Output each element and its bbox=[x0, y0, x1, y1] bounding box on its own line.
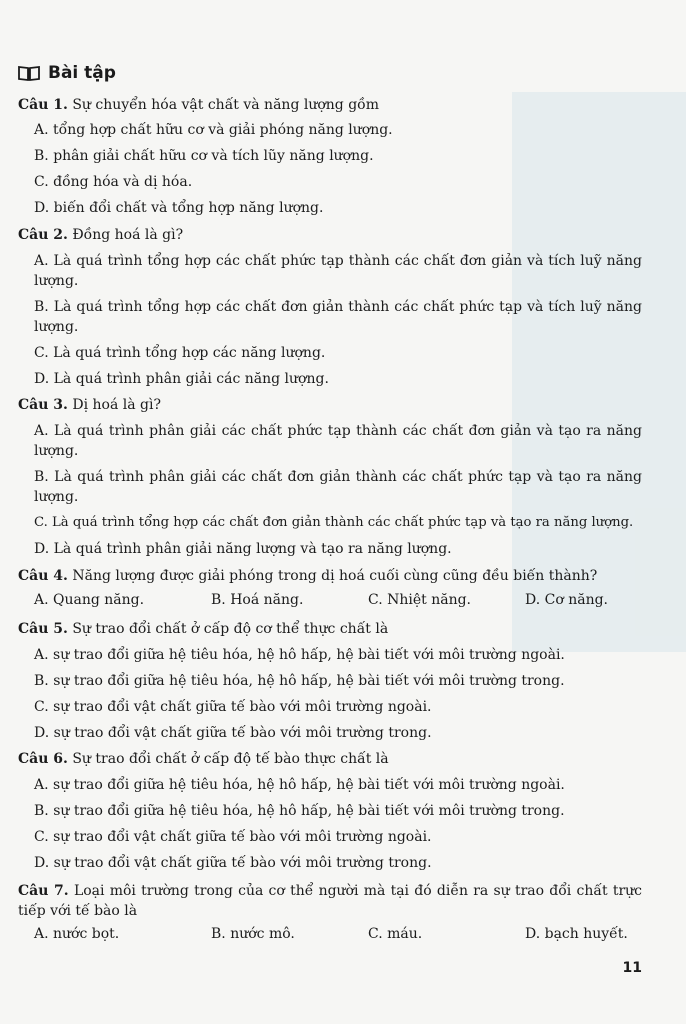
option-7d: D. bạch huyết. bbox=[525, 926, 628, 942]
question-text: Loại môi trường trong của cơ thể người mà tại đó diễn ra sự trao đổi chất trực tiếp với tế bào là bbox=[18, 883, 643, 919]
option-4d: D. Cơ năng. bbox=[525, 592, 609, 608]
question-text: Sự trao đổi chất ở cấp độ cơ thể thực chất là bbox=[72, 621, 389, 637]
option-6b: B. sự trao đổi giữa hệ tiêu hóa, hệ hô hấp, hệ bài tiết với môi trường trong. bbox=[34, 803, 565, 819]
option-6a: A. sự trao đổi giữa hệ tiêu hóa, hệ hô hấp, hệ bài tiết với môi trường ngoài. bbox=[34, 777, 565, 793]
option-1d: D. biến đổi chất và tổng hợp năng lượng. bbox=[34, 200, 324, 216]
section-title: Bài tập bbox=[48, 63, 116, 83]
question-label: Câu 5. bbox=[18, 621, 68, 637]
question-text: Dị hoá là gì? bbox=[72, 397, 161, 413]
option-5b: B. sự trao đổi giữa hệ tiêu hóa, hệ hô hấp, hệ bài tiết với môi trường trong. bbox=[34, 673, 565, 689]
options-row-7 bbox=[34, 926, 634, 946]
option-1b: B. phân giải chất hữu cơ và tích lũy năng lượng. bbox=[34, 148, 374, 164]
options-row-4 bbox=[34, 592, 634, 612]
book-icon bbox=[18, 65, 40, 82]
option-6c: C. sự trao đổi vật chất giữa tế bào với môi trường ngoài. bbox=[34, 829, 432, 845]
page-number: 11 bbox=[622, 960, 642, 976]
question-label: Câu 2. bbox=[18, 227, 68, 243]
option-7a: A. nước bọt. bbox=[34, 926, 120, 942]
option-2a: A. Là quá trình tổng hợp các chất phức tạp thành các chất đơn giản và tích luỹ năng lượng. bbox=[34, 253, 642, 289]
question-2 bbox=[18, 227, 658, 244]
section-heading bbox=[18, 63, 116, 83]
option-5c: C. sự trao đổi vật chất giữa tế bào với môi trường ngoài. bbox=[34, 699, 432, 715]
question-label: Câu 1. bbox=[18, 97, 68, 113]
option-2d: D. Là quá trình phân giải các năng lượng. bbox=[34, 371, 329, 387]
option-7c: C. máu. bbox=[368, 926, 423, 942]
question-text: Đồng hoá là gì? bbox=[72, 227, 184, 243]
option-2b: B. Là quá trình tổng hợp các chất đơn giản thành các chất phức tạp và tích luỹ năng lượng. bbox=[34, 299, 642, 335]
option-3b: B. Là quá trình phân giải các chất đơn giản thành các chất phức tạp và tạo ra năng lượng. bbox=[34, 469, 642, 505]
question-4 bbox=[18, 568, 658, 585]
question-3 bbox=[18, 397, 658, 414]
question-6 bbox=[18, 751, 658, 768]
option-3c: C. Là quá trình tổng hợp các chất đơn giản thành các chất phức tạp và tạo ra năng lượng. bbox=[34, 515, 634, 530]
option-2c: C. Là quá trình tổng hợp các năng lượng. bbox=[34, 345, 326, 361]
question-label: Câu 7. bbox=[18, 883, 69, 899]
option-5a: A. sự trao đổi giữa hệ tiêu hóa, hệ hô hấp, hệ bài tiết với môi trường ngoài. bbox=[34, 647, 565, 663]
option-4a: A. Quang năng. bbox=[34, 592, 145, 608]
question-label: Câu 3. bbox=[18, 397, 68, 413]
option-1c: C. đồng hóa và dị hóa. bbox=[34, 174, 193, 190]
question-label: Câu 6. bbox=[18, 751, 68, 767]
question-5 bbox=[18, 621, 658, 638]
option-6d: D. sự trao đổi vật chất giữa tế bào với môi trường trong. bbox=[34, 855, 432, 871]
option-4c: C. Nhiệt năng. bbox=[368, 592, 472, 608]
option-3d: D. Là quá trình phân giải năng lượng và tạo ra năng lượng. bbox=[34, 541, 452, 557]
question-label: Câu 4. bbox=[18, 568, 68, 584]
question-text: Năng lượng được giải phóng trong dị hoá cuối cùng cũng đều biến thành? bbox=[72, 568, 598, 584]
option-4b: B. Hoá năng. bbox=[211, 592, 304, 608]
question-text: Sự trao đổi chất ở cấp độ tế bào thực chất là bbox=[72, 751, 389, 767]
question-1 bbox=[18, 97, 658, 114]
question-text: Sự chuyển hóa vật chất và năng lượng gồm bbox=[72, 97, 380, 113]
question-7 bbox=[18, 881, 642, 921]
option-5d: D. sự trao đổi vật chất giữa tế bào với môi trường trong. bbox=[34, 725, 432, 741]
option-7b: B. nước mô. bbox=[211, 926, 295, 942]
option-3a: A. Là quá trình phân giải các chất phức tạp thành các chất đơn giản và tạo ra năng lượng. bbox=[34, 423, 642, 459]
option-1a: A. tổng hợp chất hữu cơ và giải phóng năng lượng. bbox=[34, 122, 393, 138]
